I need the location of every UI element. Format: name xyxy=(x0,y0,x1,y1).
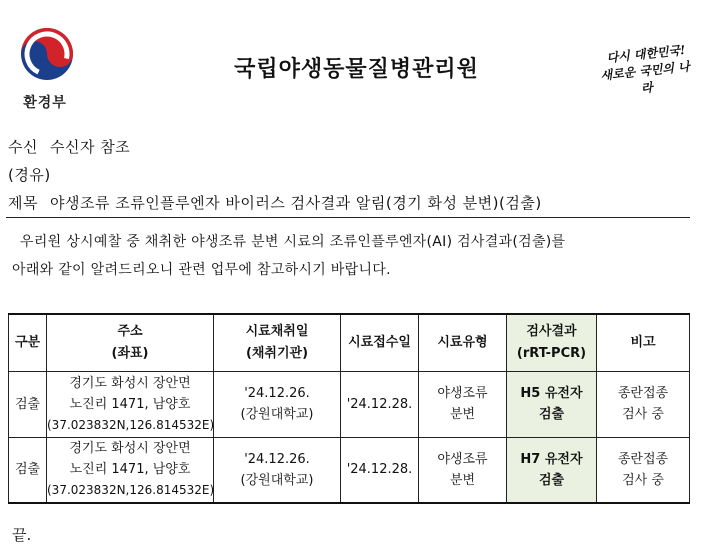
recipient-value: 수신자 참조 xyxy=(49,138,131,156)
subject-value: 야생조류 조류인플루엔자 바이러스 검사결과 알림(경기 화성 분변)(검출) xyxy=(49,194,542,212)
header-sample-type: 시료유형 xyxy=(419,314,507,371)
via-label: (경유) xyxy=(8,166,51,184)
slogan xyxy=(599,42,692,97)
row-category: 검출 xyxy=(9,371,47,437)
row-sample-type: 야생조류 분변 xyxy=(419,437,507,503)
row-received: '24.12.28. xyxy=(341,371,419,437)
body-line-1: 우리원 상시예찰 중 채취한 야생조류 분변 시료의 조류인플루엔자(AI) 검사결과(검출)를 xyxy=(20,234,566,250)
via-line xyxy=(8,164,51,185)
body-paragraph xyxy=(12,228,692,284)
results-table xyxy=(8,313,690,504)
row-collection: '24.12.26. (강원대학교) xyxy=(214,371,341,437)
header-collection: 시료채취일 (채취기관) xyxy=(214,314,341,371)
body-line-2: 아래와 같이 알려드리오니 관련 업무에 참고하시기 바랍니다. xyxy=(12,262,391,278)
table-row xyxy=(9,371,690,437)
row-collection: '24.12.26. (강원대학교) xyxy=(214,437,341,503)
table-header-row xyxy=(9,314,690,371)
row-category: 검출 xyxy=(9,437,47,503)
subject-divider xyxy=(6,217,690,218)
row-result: H7 유전자 검출 xyxy=(507,437,597,503)
organization-title: 국립야생동물질병관리원 xyxy=(234,57,479,82)
row-received: '24.12.28. xyxy=(341,437,419,503)
header-result: 검사결과 (rRT-PCR) xyxy=(507,314,597,371)
header-address: 주소 (좌표) xyxy=(47,314,214,371)
row-sample-type: 야생조류 분변 xyxy=(419,371,507,437)
row-result: H5 유전자 검출 xyxy=(507,371,597,437)
table-row xyxy=(9,437,690,503)
header-remarks: 비고 xyxy=(597,314,690,371)
slogan-line-2: 새로운 국민의 나라 xyxy=(599,59,691,96)
header-category: 구분 xyxy=(9,314,47,371)
recipient-line xyxy=(8,136,130,157)
subject-label: 제목 xyxy=(8,194,38,212)
end-mark: 끝. xyxy=(12,526,32,544)
subject-line xyxy=(8,192,542,213)
row-address: 경기도 화성시 장안면 노진리 1471, 남양호 (37.023832N,126.814532E) xyxy=(47,437,214,503)
row-remarks: 종란접종 검사 중 xyxy=(597,371,690,437)
ministry-name: 환경부 xyxy=(23,95,67,111)
slogan-line-1: 다시 대한민국! xyxy=(605,42,686,66)
row-remarks: 종란접종 검사 중 xyxy=(597,437,690,503)
row-address: 경기도 화성시 장안면 노진리 1471, 남양호 (37.023832N,126.814532E) xyxy=(47,371,214,437)
document-header xyxy=(0,0,713,125)
recipient-label: 수신 xyxy=(8,138,38,156)
header-received: 시료접수일 xyxy=(341,314,419,371)
